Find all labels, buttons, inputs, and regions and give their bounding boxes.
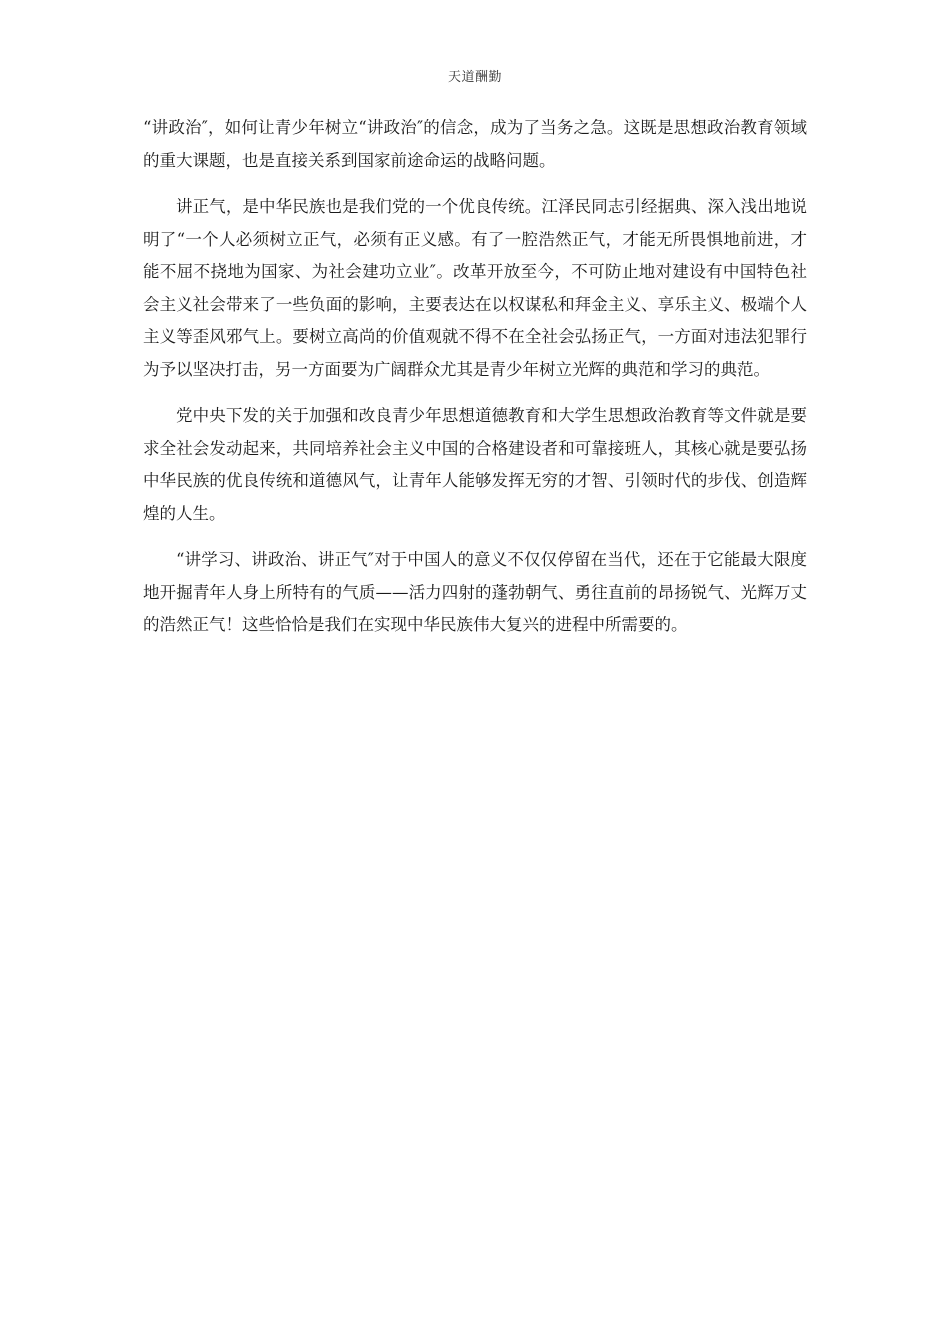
paragraph-1: “讲政治″，如何让青少年树立“讲政治″的信念，成为了当务之急。这既是思想政治教育领域的重大课题，也是直接关系到国家前途命运的战略问题。 bbox=[143, 118, 807, 170]
paragraph-3: 党中央下发的关于加强和改良青少年思想道德教育和大学生思想政治教育等文件就是要求全社会发动起来，共同培养社会主义中国的合格建设者和可靠接班人，其核心就是要弘扬中华民族的优良传统和道德风气，让青年人能够发挥无穷的才智、引领时代的步伐、创造辉煌的人生。 bbox=[143, 406, 807, 523]
page-header: 天道酬勤 bbox=[447, 70, 502, 85]
paragraph-4: “讲学习、讲政治、讲正气″对于中国人的意义不仅仅停留在当代，还在于它能最大限度地开掘青年人身上所特有的气质——活力四射的蓬勃朝气、勇往直前的昂扬锐气、光辉万丈的浩然正气！这些恰恰是我们在实现中华民族伟大复兴的进程中所需要的。 bbox=[143, 550, 807, 634]
paragraph-2: 讲正气，是中华民族也是我们党的一个优良传统。江泽民同志引经据典、深入浅出地说明了“一个人必须树立正气，必须有正义感。有了一腔浩然正气，才能无所畏惧地前进，才能不屈不挠地为国家、为社会建功立业″。改革开放至今，不可防止地对建设有中国特色社会主义社会带来了一些负面的影响，主要表达在以权谋私和拜金主义、享乐主义、极端个人主义等歪风邪气上。要树立高尚的价值观就不得不在全社会弘扬正气，一方面对违法犯罪行为予以坚决打击，另一方面要为广阔群众尤其是青少年树立光辉的典范和学习的典范。 bbox=[143, 197, 807, 379]
document-body bbox=[143, 112, 807, 656]
